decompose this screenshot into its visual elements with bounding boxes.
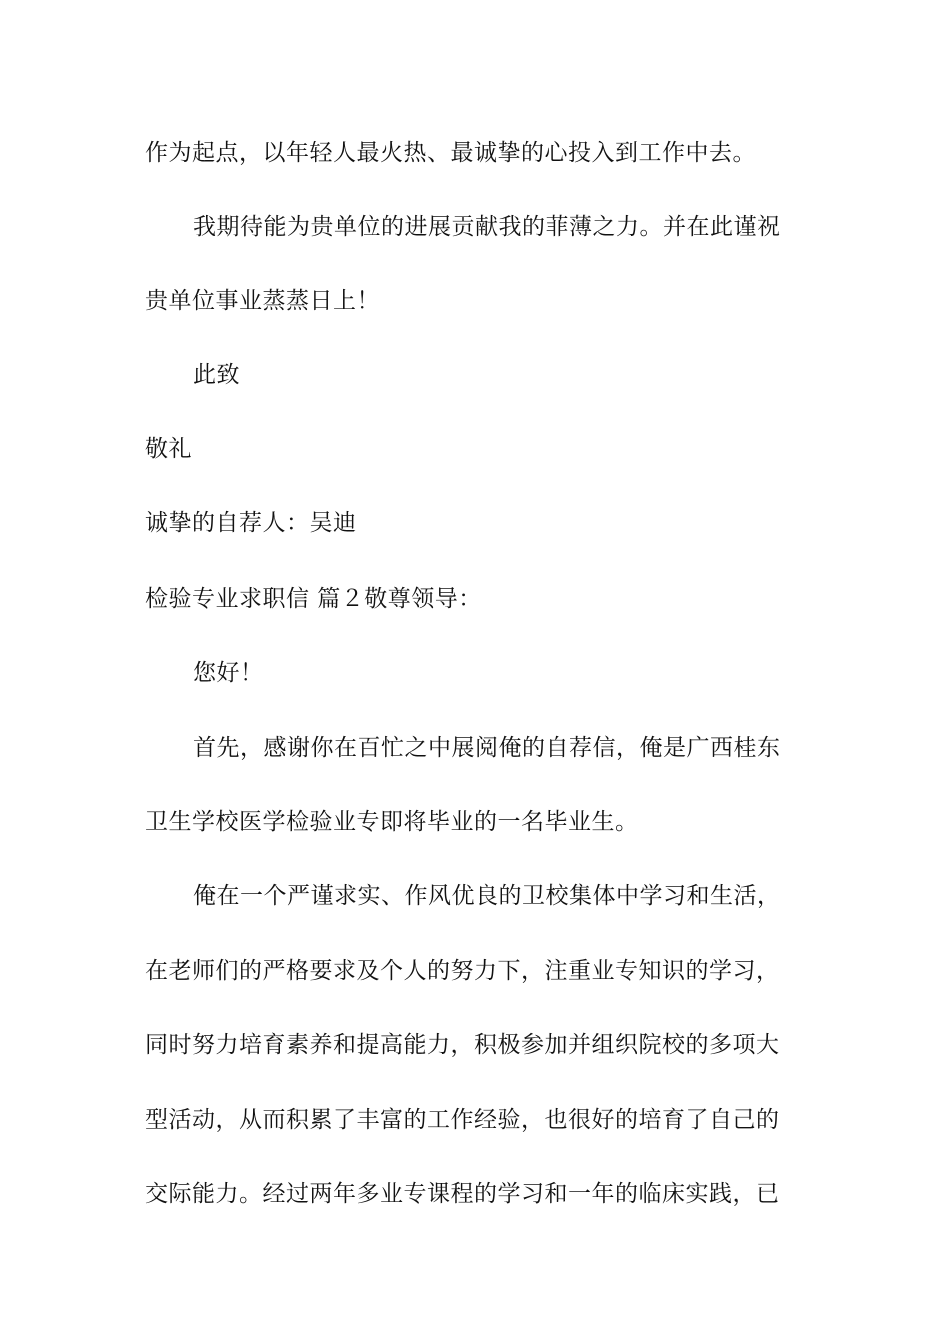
- salutation-line: 此致: [193, 362, 240, 388]
- text-line: 作为起点，以年轻人最火热、最诚挚的心投入到工作中去。: [145, 140, 756, 166]
- text-line: 我期待能为贵单位的进展贡献我的菲薄之力。并在此谨祝: [193, 214, 781, 240]
- greeting-line: 您好！: [193, 660, 264, 686]
- text-line: 首先，感谢你在百忙之中展阅俺的自荐信，俺是广西桂东: [193, 735, 781, 761]
- signature-line: 诚挚的自荐人：吴迪: [145, 510, 357, 536]
- text-line: 在老师们的严格要求及个人的努力下，注重业专知识的学习，: [145, 958, 780, 984]
- text-line: 型活动，从而积累了丰富的工作经验，也很好的培育了自己的: [145, 1107, 780, 1133]
- text-line: 贵单位事业蒸蒸日上！: [145, 288, 380, 314]
- text-line: 同时努力培育素养和提高能力，积极参加并组织院校的多项大: [145, 1032, 780, 1058]
- salutation-line: 敬礼: [145, 436, 192, 462]
- text-line: 卫生学校医学检验业专即将毕业的一名毕业生。: [145, 809, 639, 835]
- text-line: 交际能力。经过两年多业专课程的学习和一年的临床实践，已: [145, 1181, 780, 1207]
- section-heading: 检验专业求职信 篇２敬尊领导：: [145, 586, 482, 612]
- text-line: 俺在一个严谨求实、作风优良的卫校集体中学习和生活，: [193, 883, 781, 909]
